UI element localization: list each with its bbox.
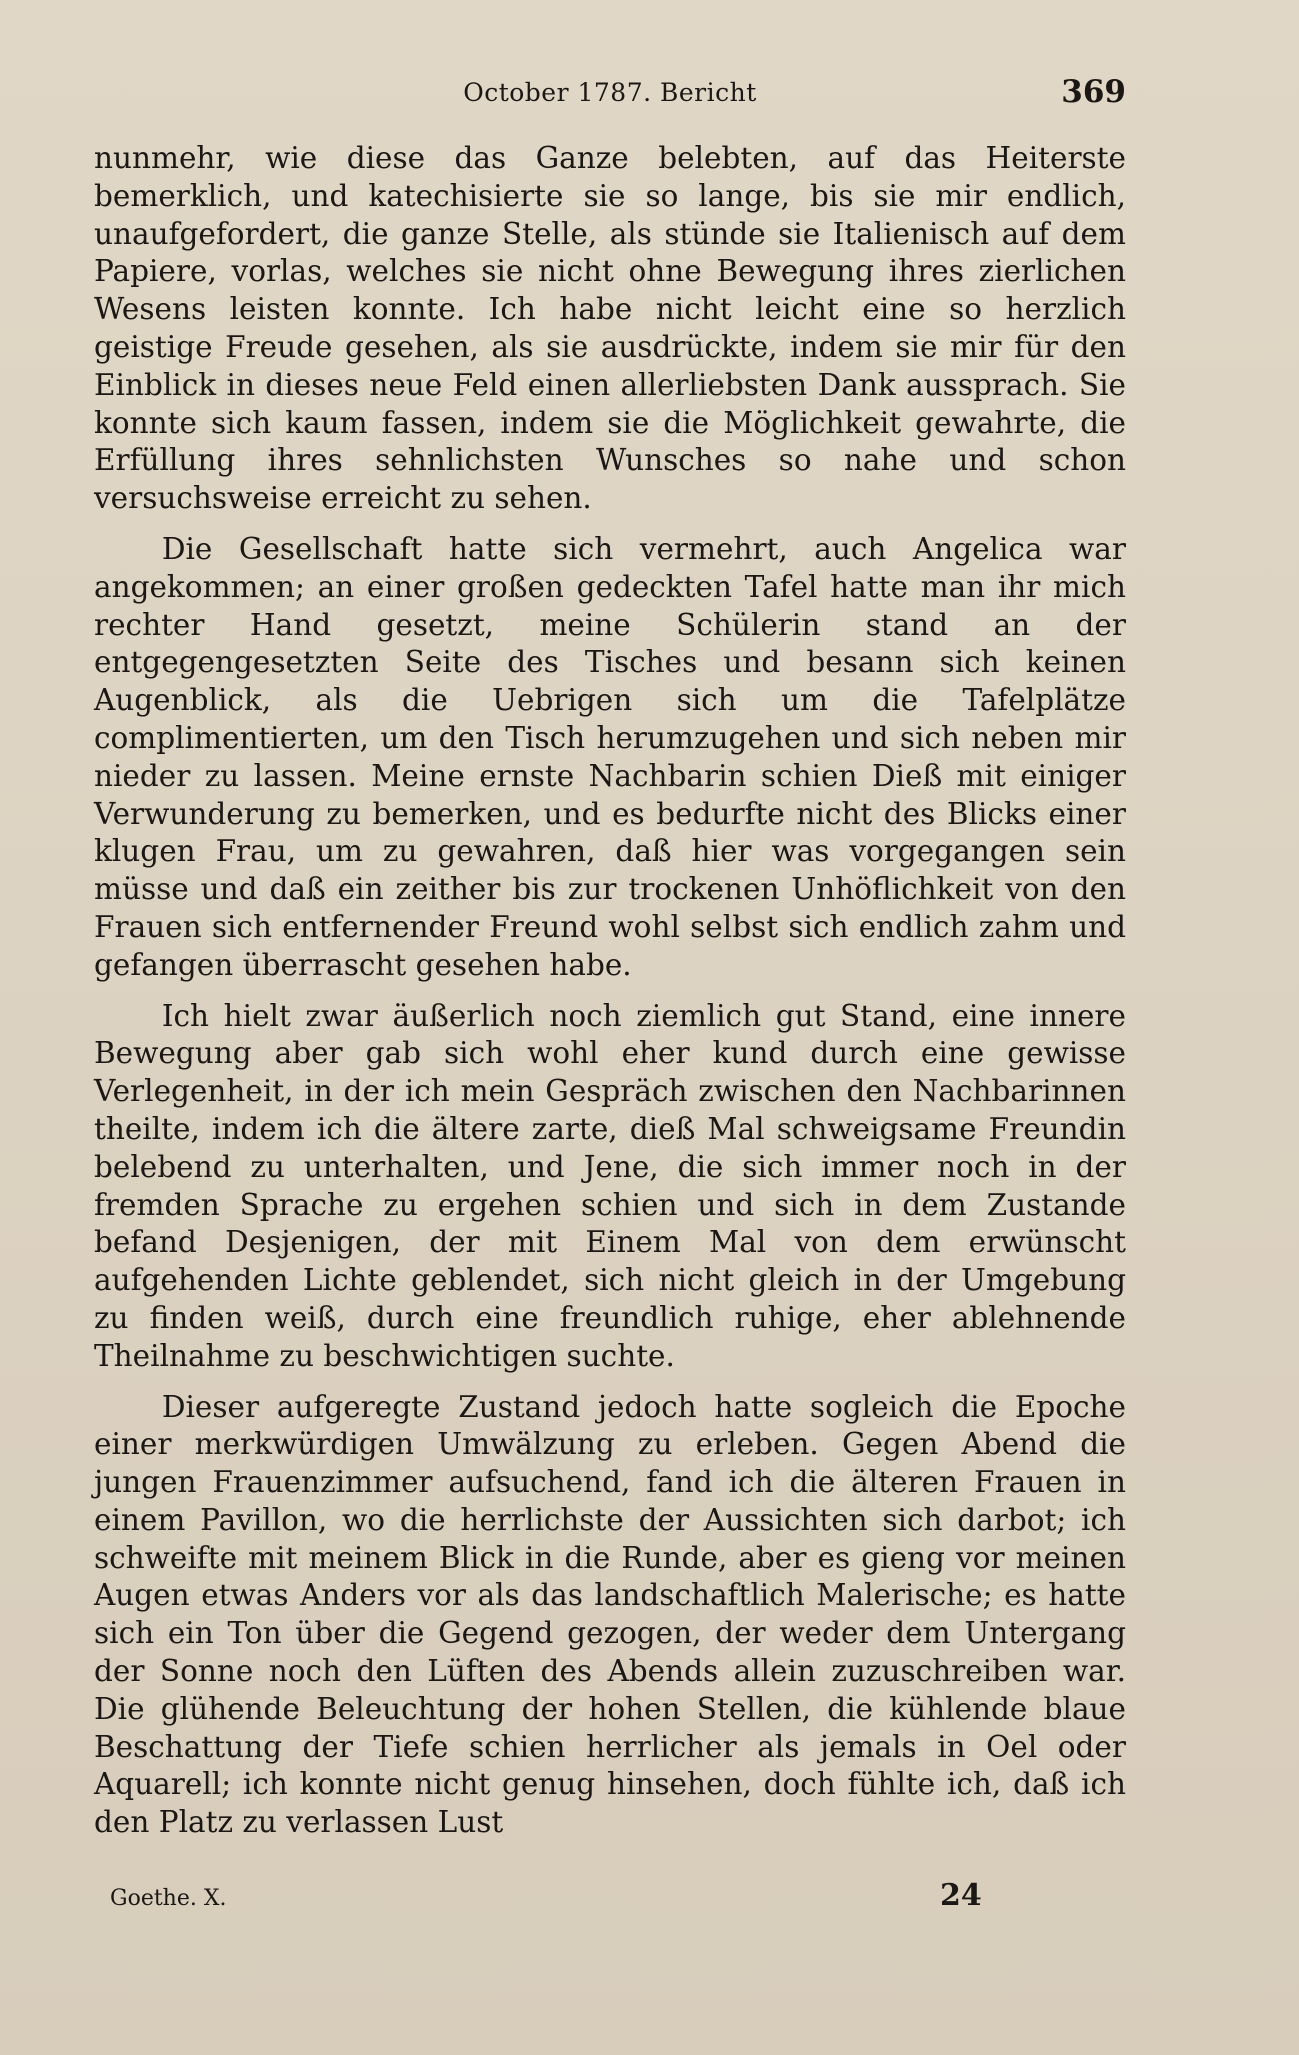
- paragraph-3: Ich hielt zwar äußerlich noch ziemlich gut Stand, eine innere Bewegung aber gab sich wohl eher kund durch eine gewisse Verlegenheit, in der ich mein Gespräch zwischen den Nachbarinnen theilte, indem ich die ältere zarte, dieß Mal schweigsame Freundin belebend zu unterhalten, und Jene, die sich immer noch in der fremden Sprache zu ergehen schien und sich in dem Zustande befand Desjenigen, der mit Einem Mal von dem erwünscht aufgehenden Lichte geblendet, sich nicht gleich in der Umgebung zu finden weiß, durch eine freundlich ruhige, eher ablehnende Theilnahme zu beschwichtigen suchte.: [94, 998, 1126, 1373]
- page-footer: [100, 1878, 1000, 1922]
- page-header: [94, 74, 1126, 118]
- running-head: October 1787. Bericht: [463, 78, 757, 107]
- paragraph-1: nunmehr, wie diese das Ganze belebten, auf das Heiterste bemerklich, und katechisierte sie so lange, bis sie mir endlich, unaufgefordert, die ganze Stelle, als stünde sie Italienisch auf dem Papiere, vorlas, welches sie nicht ohne Bewegung ihres zierlichen Wesens leisten konnte. Ich habe nicht leicht eine so herzlich geistige Freude gesehen, als sie ausdrückte, indem sie mir für den Einblick in dieses neue Feld einen allerliebsten Dank aussprach. Sie konnte sich kaum fassen, indem sie die Möglichkeit gewahrte, die Erfüllung ihres sehnlichsten Wunsches so nahe und schon versuchsweise erreicht zu sehen.: [94, 141, 1126, 516]
- sheet-number: 24: [940, 1878, 982, 1913]
- page-body: [94, 140, 1126, 1855]
- signature-mark: Goethe. X.: [110, 1886, 227, 1911]
- page-number: 369: [1061, 74, 1126, 110]
- paragraph-2: Die Gesellschaft hatte sich vermehrt, auch Angelica war angekommen; an einer großen gedeckten Tafel hatte man ihr mich rechter Hand gesetzt, meine Schülerin stand an der entgegengesetzten Seite des Tisches und besann sich keinen Augenblick, als die Uebrigen sich um die Tafelplätze complimentierten, um den Tisch herumzugehen und sich neben mir nieder zu lassen. Meine ernste Nachbarin schien Dieß mit einiger Verwunderung zu bemerken, und es bedurfte nicht des Blicks einer klugen Frau, um zu gewahren, daß hier was vorgegangen sein müsse und daß ein zeither bis zur trockenen Unhöflichkeit von den Frauen sich entfernender Freund wohl selbst sich endlich zahm und gefangen überrascht gesehen habe.: [94, 531, 1126, 982]
- paragraph-4: Dieser aufgeregte Zustand jedoch hatte sogleich die Epoche einer merkwürdigen Umwälzung zu erleben. Gegen Abend die jungen Frauenzimmer aufsuchend, fand ich die älteren Frauen in einem Pavillon, wo die herrlichste der Aussichten sich darbot; ich schweifte mit meinem Blick in die Runde, aber es gieng vor meinen Augen etwas Anders vor als das landschaftlich Malerische; es hatte sich ein Ton über die Gegend gezogen, der weder dem Untergang der Sonne noch den Lüften des Abends allein zuzuschreiben war. Die glühende Beleuchtung der hohen Stellen, die kühlende blaue Beschattung der Tiefe schien herrlicher als jemals in Oel oder Aquarell; ich konnte nicht genug hinsehen, doch fühlte ich, daß ich den Platz zu verlassen Lust: [94, 1389, 1126, 1840]
